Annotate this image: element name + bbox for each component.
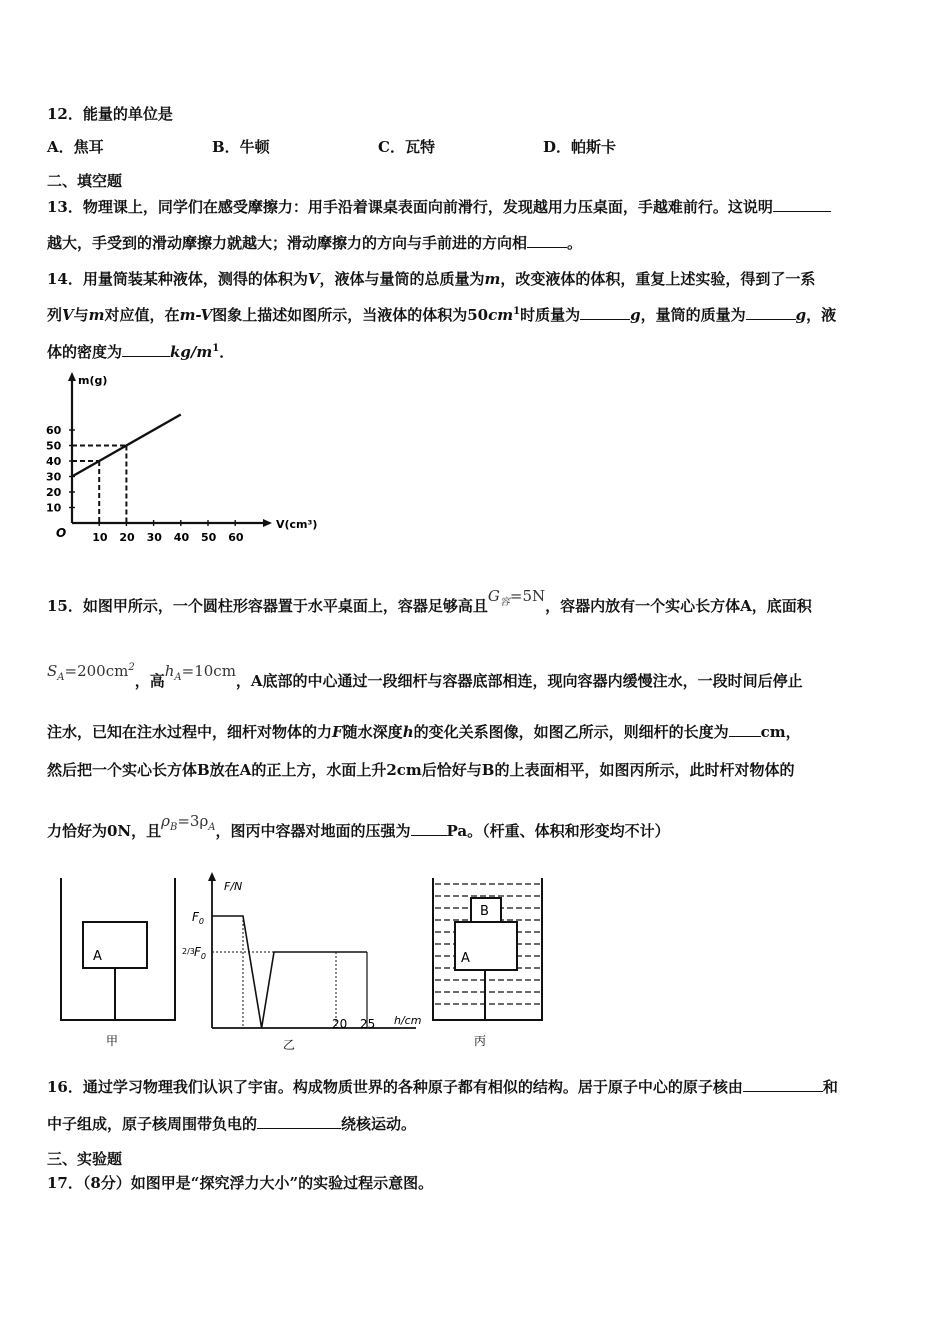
x-tick-label: 20 <box>119 531 135 544</box>
q14-line-3 <box>47 341 234 362</box>
q15-line-3 <box>47 721 801 742</box>
q15-formula-rho-a-sub: A <box>208 822 216 833</box>
y-axis-arrow <box>68 372 76 381</box>
q15-text: 随水深度 <box>342 723 403 741</box>
q15-formula-sa-symbol: S <box>47 662 58 680</box>
yi-curve <box>212 916 367 1028</box>
q14-text: 时质量为 <box>520 306 581 324</box>
x-tick-label: 60 <box>228 531 244 544</box>
q14-text: ． <box>219 343 235 361</box>
yi-ylabel: F/N <box>224 880 243 893</box>
q17-stem: 17．（8分）如图甲是“探究浮力大小”的实验过程示意图。 <box>47 1174 434 1192</box>
q16-line-2 <box>47 1113 416 1134</box>
q14-var-m: m <box>88 306 105 324</box>
yi-y-arrow <box>208 872 216 881</box>
q15-formula-rho-a: =3ρ <box>177 812 209 830</box>
y-tick-label: 50 <box>46 439 62 453</box>
q15-formula-ha-sub: A <box>174 672 182 683</box>
q15-line-5 <box>47 812 670 843</box>
q13-line-1 <box>47 196 831 217</box>
q15-formula-ha-value: =10cm <box>181 662 236 680</box>
q14-text: ，液 <box>806 306 837 324</box>
q15-text: cm， <box>760 723 801 741</box>
fig-jia-caption: 甲 <box>106 1034 119 1048</box>
q15-figure-bing <box>425 870 550 1030</box>
q15-formula-sa-sub: A <box>57 672 65 683</box>
q14-blank-1 <box>580 305 630 320</box>
q15-text: ，A底部的中心通过一段细杆与容器底部相连，现向容器内缓慢注水，一段时间后停止 <box>235 672 803 690</box>
q13-line-2 <box>47 232 582 253</box>
x-tick-label: 30 <box>146 531 162 544</box>
yi-xtick-20: 20 <box>332 1017 348 1031</box>
q14-line-2 <box>47 304 836 325</box>
x-tick-label: 50 <box>201 531 217 544</box>
q15-formula-sa-value: =200cm <box>64 662 129 680</box>
x-axis-label: V(cm³) <box>276 518 318 531</box>
q14-var-v: V <box>62 306 74 324</box>
q14-var-v: V <box>307 270 320 288</box>
yi-xtick-25: 25 <box>360 1017 376 1031</box>
container-outline <box>61 878 175 1020</box>
q12-option-a: A．焦耳 <box>47 138 104 156</box>
q16-blank-1 <box>743 1077 823 1092</box>
origin-label: O <box>56 526 67 540</box>
q12-stem: 12．能量的单位是 <box>47 105 173 123</box>
q15-formula-rho-b-sub: B <box>169 822 178 833</box>
q14-text: 与 <box>73 306 89 324</box>
q15-formula-g-symbol: G <box>487 587 500 605</box>
q15-formula-rho-b: ρ <box>161 812 170 830</box>
q15-var-f: F <box>332 723 343 741</box>
y-tick-label: 10 <box>46 501 62 515</box>
q14-unit-sup: 1 <box>513 306 521 317</box>
block-a-label: A <box>93 949 102 964</box>
q14-density-unit: kg/m <box>170 343 213 361</box>
q16-blank-2 <box>257 1114 341 1129</box>
x-tick-label: 40 <box>173 531 190 544</box>
q15-var-h: h <box>402 723 414 741</box>
q15-text: 的变化关系图像，如图乙所示，则细杆的长度为 <box>413 723 729 741</box>
yi-frac-label: 2/3 <box>182 947 195 956</box>
q14-unit-g: g <box>795 306 807 324</box>
q14-line-1 <box>47 268 815 289</box>
q15-text: Pa。（杆重、体积和形变均不计） <box>446 822 670 840</box>
yi-f0-label: $F_0$ <box>192 910 204 926</box>
q15-line-1 <box>47 587 812 618</box>
q14-text: ，液体与量筒的总质量为 <box>319 270 485 288</box>
x-tick-label: 10 <box>92 531 108 544</box>
q15-figure-jia <box>55 870 185 1030</box>
q15-blank-2 <box>411 821 447 836</box>
q14-mv: m-V <box>179 306 213 324</box>
q14-unit-g: g <box>630 306 641 324</box>
q16-text: 16．通过学习物理我们认识了宇宙。构成物质世界的各种原子都有相似的结构。居于原子中心的原子核由 <box>47 1078 743 1096</box>
fig-bing-caption: 丙 <box>474 1034 487 1048</box>
q15-formula-ha <box>164 662 236 683</box>
q14-text: 体的密度为 <box>47 343 123 361</box>
q15-text: 15．如图甲所示，一个圆柱形容器置于水平桌面上，容器足够高且 <box>47 597 488 615</box>
q14-blank-3 <box>122 342 170 357</box>
q15-figure-yi <box>182 870 423 1035</box>
q13-text: 13．物理课上，同学们在感受摩擦力：用手沿着课桌表面向前滑行，发现越用力压桌面，手越难前行。这说明 <box>47 198 773 216</box>
y-tick-label: 60 <box>46 424 62 437</box>
fig-yi-caption: 乙 <box>283 1038 296 1052</box>
q14-var-m: m <box>484 270 501 288</box>
y-axis-label: m(g) <box>78 374 108 387</box>
yi-2f0-label: $F_0$ <box>194 945 206 961</box>
q15-blank-1 <box>729 722 761 737</box>
q15-line-2 <box>47 662 803 693</box>
q12-option-d: D．帕斯卡 <box>543 138 617 156</box>
y-tick-label: 40 <box>46 455 62 468</box>
q15-formula-g <box>487 587 546 608</box>
q15-text: ，容器内放有一个实心长方体A，底面积 <box>545 597 812 615</box>
q15-text: 力恰好为0N，且 <box>47 822 162 840</box>
q15-text: ，图丙中容器对地面的压强为 <box>215 822 411 840</box>
q15-line-4: 然后把一个实心长方体B放在A的正上方，水面上升2cm后恰好与B的上表面相平，如图丙所示，此时杆对物体的 <box>47 761 795 779</box>
q15-formula-g-value: =5N <box>509 587 546 605</box>
yi-xlabel: h/cm <box>394 1014 422 1027</box>
q15-formula-g-sub: 容 <box>499 597 510 608</box>
section-3-heading: 三、实验题 <box>47 1150 123 1168</box>
q13-blank-2 <box>527 233 567 248</box>
q15-formula-sa <box>47 662 135 683</box>
q16-text: 中子组成，原子核周围带负电的 <box>47 1115 258 1133</box>
q15-formula-rho <box>161 812 216 833</box>
q14-unit-sup: 1 <box>212 343 220 354</box>
q14-text: 14．用量筒装某种液体，测得的体积为 <box>47 270 308 288</box>
q14-text: 列 <box>47 306 63 324</box>
q15-formula-ha-symbol: h <box>164 662 175 680</box>
x-axis-arrow <box>263 519 272 527</box>
y-tick-label: 30 <box>46 470 62 484</box>
q16-text: 绕核运动。 <box>341 1115 417 1133</box>
yi-graph <box>212 916 367 1028</box>
block-a-label: A <box>461 951 470 966</box>
q13-text: 。 <box>567 234 583 252</box>
q14-mv-chart <box>40 368 340 548</box>
q15-text: 注水，已知在注水过程中，细杆对物体的力 <box>47 723 333 741</box>
q16-line-1 <box>47 1076 838 1097</box>
q15-formula-sa-sup: 2 <box>128 662 135 673</box>
q13-text: 越大，手受到的滑动摩擦力就越大；滑动摩擦力的方向与手前进的方向相 <box>47 234 528 252</box>
q15-text: ，高 <box>134 672 165 690</box>
q13-blank-1 <box>773 197 831 212</box>
q14-unit: cm <box>488 306 514 324</box>
block-b-label: B <box>480 904 489 919</box>
y-tick-label: 20 <box>46 486 62 499</box>
q12-option-b: B．牛顿 <box>212 138 270 156</box>
q14-text: ，改变液体的体积，重复上述实验，得到了一系 <box>500 270 816 288</box>
q14-text: 图象上描述如图所示，当液体的体积为50 <box>212 306 489 324</box>
section-2-heading: 二、填空题 <box>47 172 123 190</box>
q14-text: 对应值，在 <box>104 306 180 324</box>
q14-blank-2 <box>746 305 796 320</box>
q16-text: 和 <box>822 1078 838 1096</box>
q14-text: ，量筒的质量为 <box>640 306 746 324</box>
q12-option-c: C．瓦特 <box>378 138 435 156</box>
